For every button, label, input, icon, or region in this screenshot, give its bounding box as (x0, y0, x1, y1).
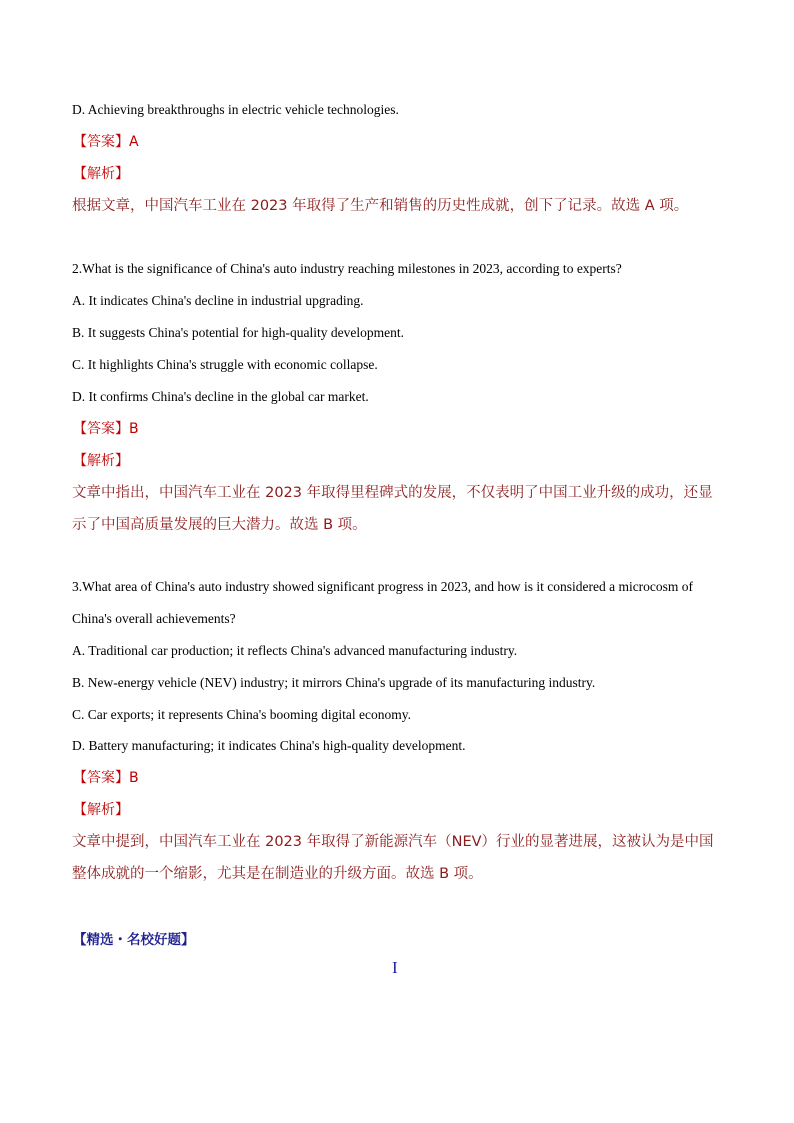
q1-analysis-label: 【解析】 (73, 166, 129, 182)
q2-option-a: A. It indicates China's decline in industrial upgrading. (72, 293, 364, 308)
q3-analysis-label: 【解析】 (73, 802, 129, 818)
section-numeral: I (392, 958, 398, 977)
q3-answer (73, 768, 139, 788)
q1-answer-tag: 【答案】 (73, 134, 129, 150)
q1-analysis-text: 根据文章，中国汽车工业在 2023 年取得了生产和销售的历史性成就，创下了记录。故选 A 项。 (72, 198, 689, 214)
q3-option-c: C. Car exports; it represents China's booming digital economy. (72, 707, 412, 722)
q3-analysis-text: 文章中提到，中国汽车工业在 2023 年取得了新能源汽车（NEV）行业的显著进展，这被认为是中国整体成就的一个缩影，尤其是在制造业的升级方面。故选 B 项。 (72, 834, 714, 882)
q2-analysis-label: 【解析】 (73, 453, 129, 469)
q2-option-d: D. It confirms China's decline in the global car market. (72, 389, 369, 404)
q2-answer (73, 419, 139, 439)
q2-analysis-text: 文章中指出，中国汽车工业在 2023 年取得里程碑式的发展，不仅表明了中国工业升级的成功，还显示了中国高质量发展的巨大潜力。故选 B 项。 (72, 485, 713, 533)
q3-option-b: B. New-energy vehicle (NEV) industry; it mirrors China's upgrade of its manufacturing industry. (72, 675, 596, 690)
q3-option-a: A. Traditional car production; it reflects China's advanced manufacturing industry. (72, 643, 518, 658)
q2-option-c: C. It highlights China's struggle with economic collapse. (72, 357, 378, 372)
q1-answer-value: A (129, 134, 139, 150)
q3-option-d: D. Battery manufacturing; it indicates China's high-quality development. (72, 738, 466, 753)
q1-analysis-tag (73, 164, 129, 184)
section-title: 【精选・名校好题】 (73, 932, 195, 948)
q1-answer (73, 132, 139, 152)
q2-analysis-tag (73, 451, 129, 471)
q3-question-line2: China's overall achievements? (72, 611, 236, 626)
q2-answer-tag: 【答案】 (73, 421, 129, 437)
q1-option-d: D. Achieving breakthroughs in electric vehicle technologies. (72, 102, 399, 117)
q2-question: 2.What is the significance of China's auto industry reaching milestones in 2023, according to experts? (72, 261, 622, 276)
q3-answer-value: B (129, 770, 139, 786)
q2-answer-value: B (129, 421, 139, 437)
q3-answer-tag: 【答案】 (73, 770, 129, 786)
q3-analysis-tag (73, 800, 129, 820)
q2-option-b: B. It suggests China's potential for high-quality development. (72, 325, 405, 340)
q3-question-line1: 3.What area of China's auto industry showed significant progress in 2023, and how is it considered a microcosm of (72, 579, 694, 594)
